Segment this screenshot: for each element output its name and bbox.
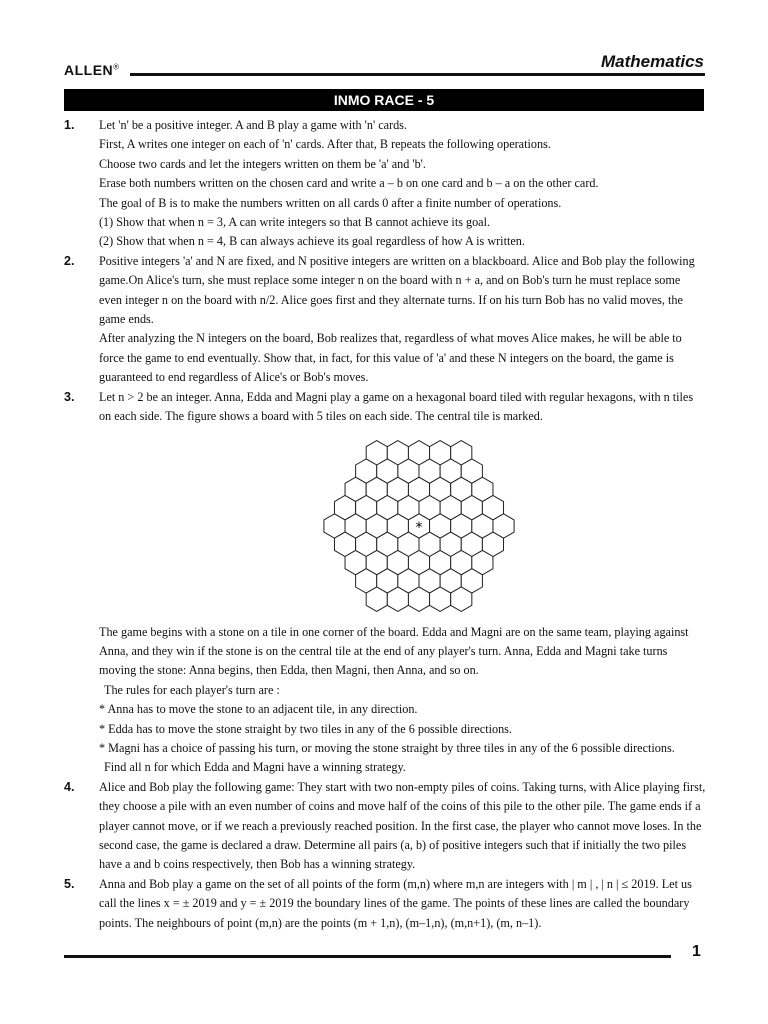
question-number: 1.	[64, 118, 75, 132]
question-line: The goal of B is to make the numbers written on all cards 0 after a finite number of operations.	[99, 195, 562, 210]
hex-board	[289, 430, 549, 622]
rules-intro: The rules for each player's turn are :	[104, 682, 280, 697]
question-number: 4.	[64, 779, 75, 794]
footer-rule	[64, 955, 671, 958]
question-line: (1) Show that when n = 3, A can write integers so that B cannot achieve its goal.	[99, 215, 491, 230]
question-line: Erase both numbers written on the chosen card and write a – b on one card and b – a on the other card.	[99, 176, 599, 191]
rule-item: * Edda has to move the stone straight by two tiles in any of the 6 possible directions.	[99, 721, 512, 736]
question-paragraph: The game begins with a stone on a tile in one corner of the board. Edda and Magni are on the same team, playing against Anna, and they win if the stone is on the central tile at the end of any player's turn. Anna, Edda and Magni take turns moving the stone: Anna begins, then Edda, then Magni, then Anna, and so on.	[99, 624, 689, 678]
header-rule	[130, 73, 705, 76]
question-paragraph: Anna and Bob play a game on the set of all points of the form (m,n) where m,n are integers with | m | , | n | ≤ 2019. Let us call the lines x = ± 2019 and y = ± 2019 the boundary lines of the game. The points of these lines are called the boundary points. The neighbours of point (m,n) are the points (m + 1,n), (m–1,n), (m,n+1), (m, n–1).	[99, 876, 692, 930]
question-line: (2) Show that when n = 4, B can always achieve its goal regardless of how A is written.	[99, 234, 525, 249]
page-number: 1	[692, 943, 701, 960]
question-line: Let 'n' be a positive integer. A and B play a game with 'n' cards.	[99, 118, 407, 132]
question-paragraph: Alice and Bob play the following game: They start with two non-empty piles of coins. Taking turns, with Alice playing first, they choose a pile with an even number of coins and move half of the coins of this pile to the other pile. The game ends if a player cannot move, or if we reach a previously reached position. In the first case, the player who cannot move loses. In the second case, the game is declared a draw. Determine all pairs (a, b) of positive integers such that if initially the two piles have a and b coins respectively, then Bob has a winning strategy.	[99, 779, 706, 872]
title-bar: INMO RACE - 5	[64, 89, 704, 111]
content	[64, 116, 706, 933]
question-line: Choose two cards and let the integers written on them be 'a' and 'b'.	[99, 156, 426, 171]
rule-item: * Anna has to move the stone to an adjacent tile, in any direction.	[99, 702, 418, 717]
question-4	[64, 778, 706, 875]
question-number: 2.	[64, 253, 75, 268]
question-closing: Find all n for which Edda and Magni have a winning strategy.	[104, 760, 406, 775]
registered-mark: ®	[113, 62, 120, 72]
question-paragraph: Positive integers 'a' and N are fixed, and N positive integers are written on a blackboard. Alice and Bob play the following game.On Alice's turn, she must replace some integer n on the board with n + a, and on Bob's turn he must replace some even integer n on the board with n/2. Alice goes first and they alternate turns. If on his turn Bob has no valid moves, the game ends.	[99, 253, 695, 327]
question-number: 5.	[64, 876, 75, 891]
hex-board-figure	[99, 427, 706, 623]
question-line: First, A writes one integer on each of 'n' cards. After that, B repeats the following operations.	[99, 137, 551, 152]
question-3	[64, 388, 706, 778]
question-1	[64, 116, 706, 252]
subject-heading: Mathematics	[601, 52, 704, 71]
question-paragraph: After analyzing the N integers on the board, Bob realizes that, regardless of what moves Alice makes, he will be able to force the game to end eventually. Show that, in fact, for this value of 'a' and these N integers on the board, the game is guaranteed to end regardless of Alice's or Bob's moves.	[99, 331, 682, 385]
question-5	[64, 875, 706, 933]
logo-text: ALLEN	[64, 62, 114, 78]
question-paragraph: Let n > 2 be an integer. Anna, Edda and Magni play a game on a hexagonal board tiled with regular hexagons, with n tiles on each side. The figure shows a board with 5 tiles on each side. The central tile is marked.	[99, 389, 694, 424]
logo	[64, 62, 120, 78]
rule-item: * Magni has a choice of passing his turn, or moving the stone straight by three tiles in any of the 6 possible directions.	[99, 740, 675, 755]
central-tile-mark: *	[415, 519, 423, 536]
question-2	[64, 252, 706, 388]
question-number: 3.	[64, 389, 75, 404]
